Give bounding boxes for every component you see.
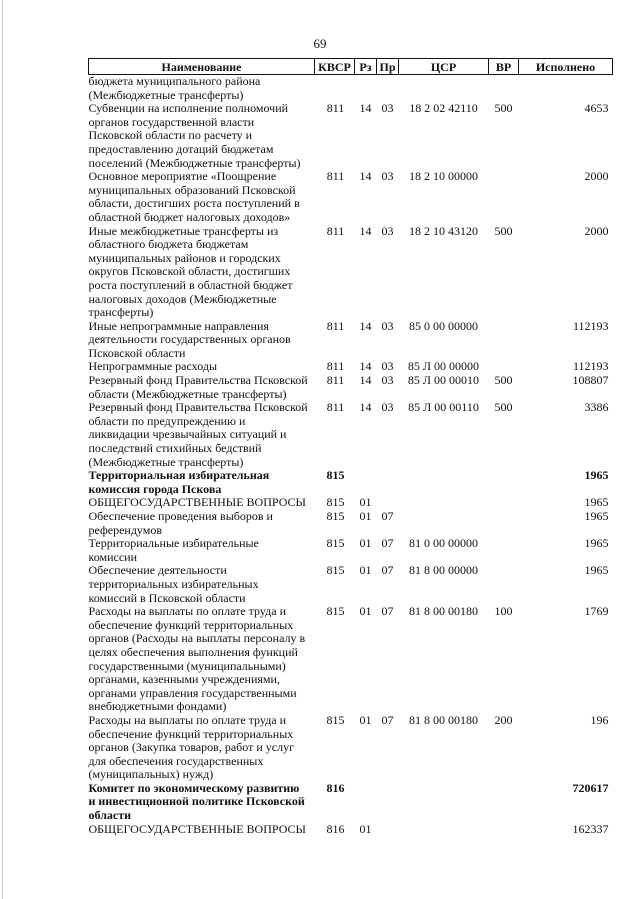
- row-name: Расходы на выплаты по оплате труда и обеспечение функций территориальных органов (Закупка товаров, работ и услуг для обеспечения государственных (муниципальных) нужд): [88, 712, 294, 782]
- table-row: [89, 170, 613, 224]
- row-kvsr: 815: [326, 712, 345, 727]
- row-kvsr: 811: [326, 359, 345, 374]
- scan-edge-line: [2, 0, 3, 899]
- row-csr: 85 Л 00 00010: [407, 373, 480, 388]
- row-name: бюджета муниципального района (Межбюджетные трансферты): [88, 74, 261, 102]
- row-rz: 01: [359, 712, 372, 727]
- row-vr: [489, 469, 519, 496]
- row-name: Расходы на выплаты по оплате труда и обеспечение функций территориальных органов (Расходы на выплаты персоналу в целях обеспечения выполнения функций государственными (муниципальными) органами, казенными учреждениями, органами управления государственными внебюджетными фондами): [88, 604, 306, 714]
- row-isp: 108807: [572, 373, 609, 388]
- budget-table: [88, 58, 613, 836]
- row-kvsr: [315, 75, 355, 103]
- row-isp: 2000: [584, 223, 609, 238]
- header-kvsr: КВСР: [315, 59, 355, 75]
- row-vr: [489, 537, 519, 564]
- row-isp: 720617: [572, 780, 609, 795]
- row-rz: 14: [359, 318, 372, 333]
- row-name: Иные непрограммные направления деятельности государственных органов Псковской области: [88, 318, 291, 360]
- row-isp: 2000: [584, 169, 609, 184]
- row-vr: [489, 170, 519, 224]
- row-rz: 01: [359, 604, 372, 619]
- row-pr: 03: [381, 373, 394, 388]
- table-body: [89, 75, 613, 837]
- table-row: [89, 102, 613, 170]
- row-pr: [377, 469, 399, 496]
- table-row: [89, 374, 613, 401]
- table-row: [89, 496, 613, 510]
- row-kvsr: 811: [326, 223, 345, 238]
- table-row: [89, 360, 613, 374]
- row-name: Обеспечение деятельности территориальных избирательных комиссий в Псковской области: [88, 563, 259, 605]
- row-name: Обеспечение проведения выборов и референдумов: [88, 509, 273, 537]
- row-rz: [355, 782, 377, 823]
- row-name: Субвенции на исполнение полномочий органов государственной власти Псковской области по расчету и предоставлению дотаций бюджетам поселений (Межбюджетные трансферты): [88, 101, 301, 170]
- row-pr: 07: [381, 604, 394, 619]
- row-kvsr: 816: [326, 780, 345, 795]
- row-vr: [489, 496, 519, 510]
- row-name: Территориальные избирательные комиссии: [88, 536, 259, 564]
- row-isp: 1965: [584, 563, 609, 578]
- row-csr: 85 Л 00 00000: [407, 359, 480, 374]
- row-rz: 14: [359, 223, 372, 238]
- row-isp: 4653: [584, 101, 609, 116]
- row-csr: 85 0 00 00000: [409, 318, 478, 333]
- row-isp: 3386: [584, 400, 609, 415]
- row-rz: 14: [359, 400, 372, 415]
- row-vr: [489, 782, 519, 823]
- table-header: [89, 59, 613, 75]
- row-kvsr: 811: [326, 318, 345, 333]
- row-name: ОБЩЕГОСУДАРСТВЕННЫЕ ВОПРОСЫ: [88, 821, 306, 836]
- row-vr: [489, 360, 519, 374]
- row-isp: 1965: [584, 509, 609, 523]
- row-csr: 81 0 00 00000: [409, 536, 478, 551]
- row-name: Непрограммные расходы: [88, 359, 218, 374]
- row-isp: 196: [590, 712, 609, 727]
- header-vr: ВР: [489, 59, 519, 75]
- header-rz: Рз: [355, 59, 377, 75]
- row-vr: 500: [494, 223, 513, 238]
- row-kvsr: 811: [326, 101, 345, 116]
- row-vr: [489, 510, 519, 537]
- row-csr: 18 2 10 43120: [409, 223, 478, 238]
- row-vr: 200: [494, 712, 513, 727]
- row-vr: [489, 823, 519, 837]
- row-csr: [399, 75, 489, 103]
- row-pr: 07: [381, 509, 394, 523]
- row-kvsr: 815: [326, 563, 345, 578]
- row-csr: 18 2 02 42110: [409, 101, 478, 116]
- row-csr: [399, 496, 489, 510]
- row-isp: 112193: [572, 359, 609, 374]
- table-row: [89, 225, 613, 320]
- header-csr: ЦСР: [399, 59, 489, 75]
- row-rz: 01: [359, 495, 372, 510]
- table-row: [89, 510, 613, 537]
- row-pr: 07: [381, 563, 394, 578]
- row-kvsr: 815: [326, 604, 345, 619]
- row-vr: 500: [494, 373, 513, 388]
- row-kvsr: 811: [326, 400, 345, 415]
- row-kvsr: 811: [326, 169, 345, 184]
- row-pr: 07: [381, 536, 394, 551]
- row-pr: 03: [381, 101, 394, 116]
- row-name: Территориальная избирательная комиссия города Пскова: [88, 468, 270, 496]
- row-vr: [489, 320, 519, 361]
- row-rz: 14: [359, 101, 372, 116]
- row-rz: 14: [359, 373, 372, 388]
- row-kvsr: 816: [326, 821, 345, 836]
- row-isp: 1769: [584, 604, 609, 619]
- row-kvsr: 815: [326, 536, 345, 551]
- row-vr: 500: [494, 400, 513, 415]
- row-pr: 03: [381, 318, 394, 333]
- row-name: Комитет по экономическому развитию и инвестиционной политике Псковской области: [88, 780, 305, 823]
- header-name: Наименование: [89, 59, 315, 75]
- table-row: [89, 823, 613, 837]
- row-pr: 07: [381, 712, 394, 727]
- row-isp: 1965: [584, 495, 609, 510]
- row-rz: 01: [359, 536, 372, 551]
- row-csr: 18 2 10 00000: [409, 169, 478, 184]
- row-kvsr: 815: [326, 495, 345, 510]
- table-row: [89, 401, 613, 469]
- row-rz: 01: [359, 509, 372, 523]
- row-name: Резервный фонд Правительства Псковской области (Межбюджетные трансферты): [88, 373, 308, 401]
- table-row: [89, 605, 613, 714]
- table-row: [89, 782, 613, 823]
- row-rz: 01: [359, 563, 372, 578]
- row-isp: 1965: [584, 536, 609, 551]
- row-pr: [377, 823, 399, 837]
- table-row: [89, 75, 613, 103]
- row-rz: [355, 75, 377, 103]
- row-vr: 500: [494, 101, 513, 116]
- row-pr: [377, 75, 399, 103]
- row-rz: 01: [359, 821, 372, 836]
- row-isp: 112193: [572, 318, 609, 333]
- row-csr: [399, 510, 489, 537]
- row-pr: [377, 782, 399, 823]
- row-csr: [399, 782, 489, 823]
- header-isp: Исполнено: [519, 59, 613, 75]
- row-rz: [355, 469, 377, 496]
- row-csr: [399, 823, 489, 837]
- row-pr: 03: [381, 400, 394, 415]
- row-vr: 100: [494, 604, 513, 619]
- row-kvsr: 815: [326, 509, 345, 523]
- table-row: [89, 564, 613, 605]
- row-isp: 162337: [572, 821, 609, 836]
- row-csr: 81 8 00 00180: [409, 712, 478, 727]
- page-number: 69: [313, 36, 327, 51]
- row-pr: [377, 496, 399, 510]
- row-csr: 85 Л 00 00110: [408, 400, 479, 415]
- row-kvsr: 815: [326, 468, 345, 483]
- row-isp: [519, 75, 613, 103]
- table-row: [89, 537, 613, 564]
- row-rz: 14: [359, 169, 372, 184]
- row-name: Иные межбюджетные трансферты из областного бюджета бюджетам муниципальных районов и городских округов Псковской области, достигших роста поступлений в областной бюджет налоговых доходов (Межбюджетные трансферты): [88, 223, 293, 320]
- table-row: [89, 320, 613, 361]
- table-row: [89, 469, 613, 496]
- row-rz: 14: [359, 359, 372, 374]
- header-pr: Пр: [377, 59, 399, 75]
- table-row: [89, 714, 613, 782]
- row-csr: 81 8 00 00180: [409, 604, 478, 619]
- row-vr: [489, 75, 519, 103]
- row-name: Основное мероприятие «Поощрение муниципальных образований Псковской области, достигших роста поступлений в областной бюджет налоговых доходов»: [88, 169, 300, 224]
- row-vr: [489, 564, 519, 605]
- row-pr: 03: [381, 359, 394, 374]
- row-pr: 03: [381, 223, 394, 238]
- row-csr: [399, 469, 489, 496]
- row-csr: 81 8 00 00000: [409, 563, 478, 578]
- row-name: ОБЩЕГОСУДАРСТВЕННЫЕ ВОПРОСЫ: [88, 495, 306, 510]
- row-isp: 1965: [584, 468, 609, 483]
- row-kvsr: 811: [326, 373, 345, 388]
- row-pr: 03: [381, 169, 394, 184]
- row-name: Резервный фонд Правительства Псковской области по предупреждению и ликвидации чрезвычайных ситуаций и последствий стихийных бедствий (Межбюджетные трансферты): [88, 400, 308, 469]
